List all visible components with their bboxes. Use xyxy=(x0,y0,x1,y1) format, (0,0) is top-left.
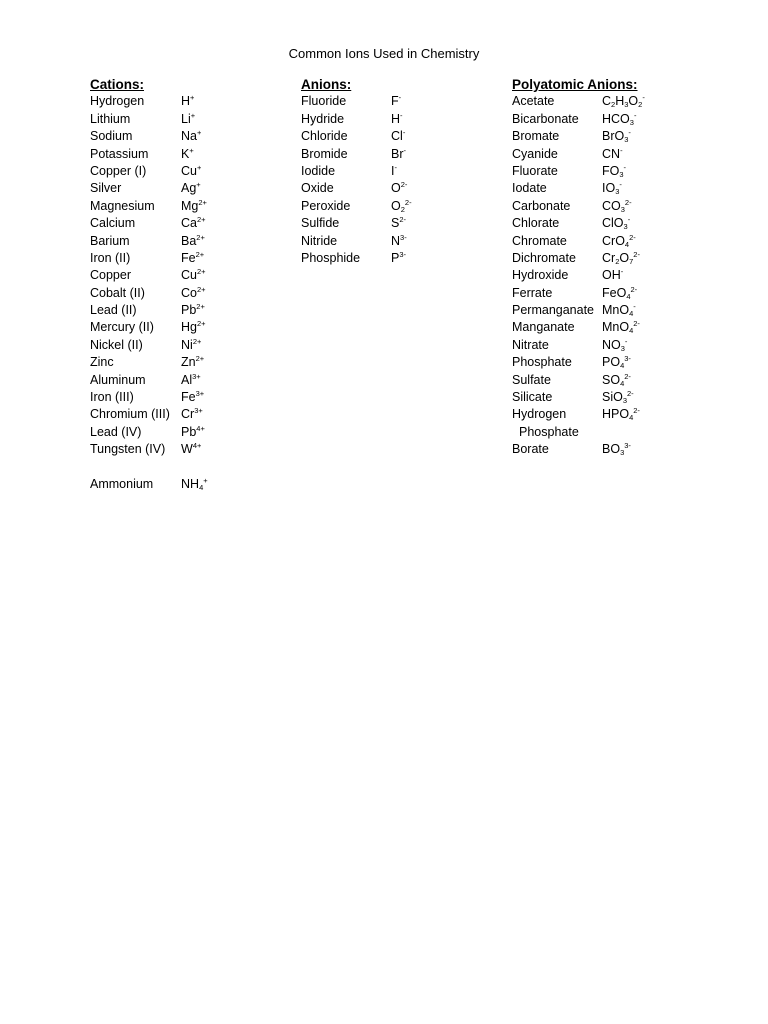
ion-row xyxy=(90,336,202,354)
ion-formula: $CO_3^{2-}$ xyxy=(602,197,632,214)
ion-row xyxy=(301,249,407,267)
ion-name: Oxide xyxy=(301,181,334,196)
ion-formula: MnO$_4$- xyxy=(602,302,636,319)
ion-name: Zinc xyxy=(90,355,114,370)
ion-name: Mercury (II) xyxy=(90,320,154,335)
ion-formula: $Fe^{3+}$ xyxy=(181,389,205,405)
ion-formula: $O_2^{2-}$ xyxy=(391,197,412,214)
cations-heading: Cations: xyxy=(90,77,144,92)
ion-name: Cobalt (II) xyxy=(90,285,145,300)
ion-formula: $O^{2-}$ xyxy=(391,180,408,196)
ion-row xyxy=(512,441,638,458)
ion-formula: $S^{2-}$ xyxy=(391,215,407,231)
ion-formula: $Pb^{2+}$ xyxy=(181,302,205,318)
ion-row xyxy=(90,302,205,319)
ion-row xyxy=(512,267,638,284)
ion-row xyxy=(512,198,638,215)
ion-formula: $Cu^{2+}$ xyxy=(181,267,206,283)
ion-name: Bromate xyxy=(512,129,560,144)
ion-formula: Li+ xyxy=(181,110,196,126)
ion-row xyxy=(512,93,645,110)
ion-name: Tungsten (IV) xyxy=(90,442,166,457)
ion-name: Fluoride xyxy=(301,94,347,109)
ion-row xyxy=(90,371,201,389)
ion-row xyxy=(90,249,205,267)
ion-row xyxy=(512,250,638,267)
ion-formula: $Hg^{2+}$ xyxy=(181,319,206,335)
anions-list xyxy=(301,93,412,267)
ion-formula: Cu+ xyxy=(181,162,202,178)
ion-formula: H- xyxy=(391,110,403,126)
ion-name: Ammonium xyxy=(90,476,154,491)
ion-row xyxy=(512,111,638,128)
ion-name: Chromate xyxy=(512,233,567,248)
ion-formula: ClO$_3$- xyxy=(602,215,631,232)
ion-row xyxy=(512,215,638,232)
ion-formula: Br- xyxy=(391,145,406,161)
ion-name: Sulfide xyxy=(301,216,340,231)
ion-formula: $Cr^{3+}$ xyxy=(181,406,203,422)
ion-name: Phosphate xyxy=(512,355,572,370)
ion-name: Chlorate xyxy=(512,216,560,231)
ammonium-row xyxy=(90,475,208,493)
ion-name: Barium xyxy=(90,233,130,248)
ion-name: Hydrogen xyxy=(512,407,567,422)
ion-row xyxy=(512,285,638,302)
ion-name: Permanganate xyxy=(512,303,595,318)
ion-name: Acetate xyxy=(512,94,555,109)
ion-formula: MnO$_4^{2-}$ xyxy=(602,319,640,336)
ion-name: Aluminum xyxy=(90,372,146,387)
ion-name: Magnesium xyxy=(90,198,155,213)
polyatomic-list xyxy=(512,93,645,458)
ion-row xyxy=(90,354,205,371)
ion-name: Sodium xyxy=(90,129,133,144)
ion-name: Phosphide xyxy=(301,250,361,265)
ion-name: Nitrate xyxy=(512,337,549,352)
anions-column xyxy=(301,76,412,267)
ion-name: Lithium xyxy=(90,111,131,126)
ion-row xyxy=(512,319,638,336)
ion-formula: $PO_4^{3-}$ xyxy=(602,354,631,371)
ion-formula: $Ca^{2+}$ xyxy=(181,215,206,231)
ion-formula: $SO_4^{2-}$ xyxy=(602,371,631,388)
ion-row xyxy=(90,215,206,232)
ion-name: Chromium (III) xyxy=(90,407,170,422)
ion-name: Dichromate xyxy=(512,250,576,265)
ion-name: Hydrogen xyxy=(90,94,145,109)
ion-row xyxy=(90,406,203,423)
ion-name: Cyanide xyxy=(512,146,558,161)
cations-list xyxy=(90,93,207,458)
ion-name: Manganate xyxy=(512,320,575,335)
ion-name: Nitride xyxy=(301,233,338,248)
ion-formula: $Co^{2+}$ xyxy=(181,284,206,300)
ion-name: Borate xyxy=(512,442,549,457)
ion-formula: $HCO_3^-$ xyxy=(602,110,637,127)
ion-formula: $Fe^{2+}$ xyxy=(181,249,205,265)
ion-formula: $Ni^{2+}$ xyxy=(181,336,202,352)
ion-name: Fluorate xyxy=(512,163,558,178)
ion-row xyxy=(301,145,406,163)
ion-row xyxy=(301,93,402,110)
ion-formula: $NH_4^+$ xyxy=(181,475,208,492)
ion-row xyxy=(90,128,202,145)
ion-name: Copper xyxy=(90,268,131,283)
ion-formula: $W^{4+}$ xyxy=(181,441,202,457)
ion-row xyxy=(90,267,206,284)
ion-name: Calcium xyxy=(90,216,136,231)
ion-formula: $Zn^{2+}$ xyxy=(181,354,205,370)
ion-name: Iron (II) xyxy=(90,250,131,265)
ion-row xyxy=(90,197,207,215)
spacer xyxy=(90,459,144,476)
ion-name: Copper (I) xyxy=(90,163,147,178)
ion-row xyxy=(90,319,206,336)
ion-name: Ferrate xyxy=(512,285,553,300)
ion-formula: $NO_3^-$ xyxy=(602,336,628,353)
ion-formula: BrO$_3$- xyxy=(602,128,631,145)
ion-name: Hydride xyxy=(301,111,345,126)
ion-name: Iodide xyxy=(301,163,336,178)
ion-row xyxy=(301,128,406,145)
ion-row xyxy=(512,180,638,197)
ion-row xyxy=(301,180,408,197)
polyatomic-heading: Polyatomic Anions: xyxy=(512,77,638,92)
ion-name: Lead (IV) xyxy=(90,424,142,439)
ion-formula: $Mg^{2+}$ xyxy=(181,197,207,213)
ion-formula: CN- xyxy=(602,145,623,161)
ion-name: Silicate xyxy=(512,390,553,405)
ion-formula: $Al^{3+}$ xyxy=(181,371,201,387)
ion-formula: I- xyxy=(391,162,397,178)
ion-row xyxy=(512,389,638,406)
ion-name: Lead (II) xyxy=(90,303,137,318)
ion-formula: $FO_3^-$ xyxy=(602,162,627,179)
ion-row xyxy=(90,441,202,458)
cations-column xyxy=(90,76,208,493)
ion-row xyxy=(301,110,403,128)
ion-row xyxy=(90,232,205,250)
page-title: Common Ions Used in Chemistry xyxy=(288,46,480,61)
anions-heading: Anions: xyxy=(301,77,352,92)
ion-formula: $P^{3-}$ xyxy=(391,249,407,265)
ion-row xyxy=(512,302,638,319)
ion-row xyxy=(512,146,638,163)
ion-name: Peroxide xyxy=(301,198,351,213)
ion-row xyxy=(90,423,205,441)
ion-row xyxy=(512,128,638,145)
ion-formula: FeO$_4^{2-}$ xyxy=(602,284,638,301)
ion-row xyxy=(512,233,638,250)
ion-row xyxy=(90,93,195,110)
ion-row xyxy=(90,284,206,302)
ion-formula: $IO_3^-$ xyxy=(602,180,622,197)
ion-row xyxy=(512,354,638,371)
ion-row xyxy=(512,337,638,354)
ion-name: Silver xyxy=(90,181,122,196)
ion-row xyxy=(90,180,201,197)
ion-formula: Na+ xyxy=(181,128,202,144)
ion-name-continuation: Phosphate xyxy=(519,424,579,439)
ion-row xyxy=(90,145,194,163)
ion-formula: Cl- xyxy=(391,128,406,144)
ion-row xyxy=(512,406,638,423)
ion-row-continuation xyxy=(512,424,638,441)
ion-name: Iron (III) xyxy=(90,390,134,405)
ion-formula: SiO$_3^{2-}$ xyxy=(602,389,634,406)
ion-row xyxy=(301,197,412,215)
ion-formula: $Ba^{2+}$ xyxy=(181,232,205,248)
ion-row xyxy=(90,162,202,180)
ion-formula: $N^{3-}$ xyxy=(391,232,407,248)
ion-row xyxy=(90,389,205,406)
ion-formula: $C_2H_3O_2^-$ xyxy=(602,93,645,110)
ion-name: Bromide xyxy=(301,146,348,161)
ion-name: Nickel (II) xyxy=(90,337,143,352)
ion-row xyxy=(90,110,196,128)
ion-formula: $BO_3^{3-}$ xyxy=(602,441,631,458)
ion-name: Iodate xyxy=(512,181,547,196)
ion-row xyxy=(512,372,638,389)
ion-row xyxy=(512,163,638,180)
ion-formula: F- xyxy=(391,93,402,109)
ion-formula: $HPO_4^{2-}$ xyxy=(602,406,640,423)
ion-name: Potassium xyxy=(90,146,149,161)
ion-formula: $Pb^{4+}$ xyxy=(181,423,205,439)
ion-formula: Ag+ xyxy=(181,180,201,196)
ion-name: Bicarbonate xyxy=(512,111,579,126)
ion-formula: CrO$_4^{2-}$ xyxy=(602,232,636,249)
ion-formula: OH- xyxy=(602,267,624,283)
ion-name: Carbonate xyxy=(512,198,571,213)
ion-row xyxy=(301,215,407,232)
ion-formula: H+ xyxy=(181,93,195,109)
ion-row xyxy=(301,162,397,180)
polyatomic-column xyxy=(512,76,645,459)
ion-formula: K+ xyxy=(181,145,194,161)
ion-name: Sulfate xyxy=(512,372,551,387)
ion-name: Chloride xyxy=(301,129,348,144)
ion-row xyxy=(301,232,407,250)
ion-name: Hydroxide xyxy=(512,268,569,283)
ion-formula: $Cr_2O_7^{2-}$ xyxy=(602,249,640,266)
